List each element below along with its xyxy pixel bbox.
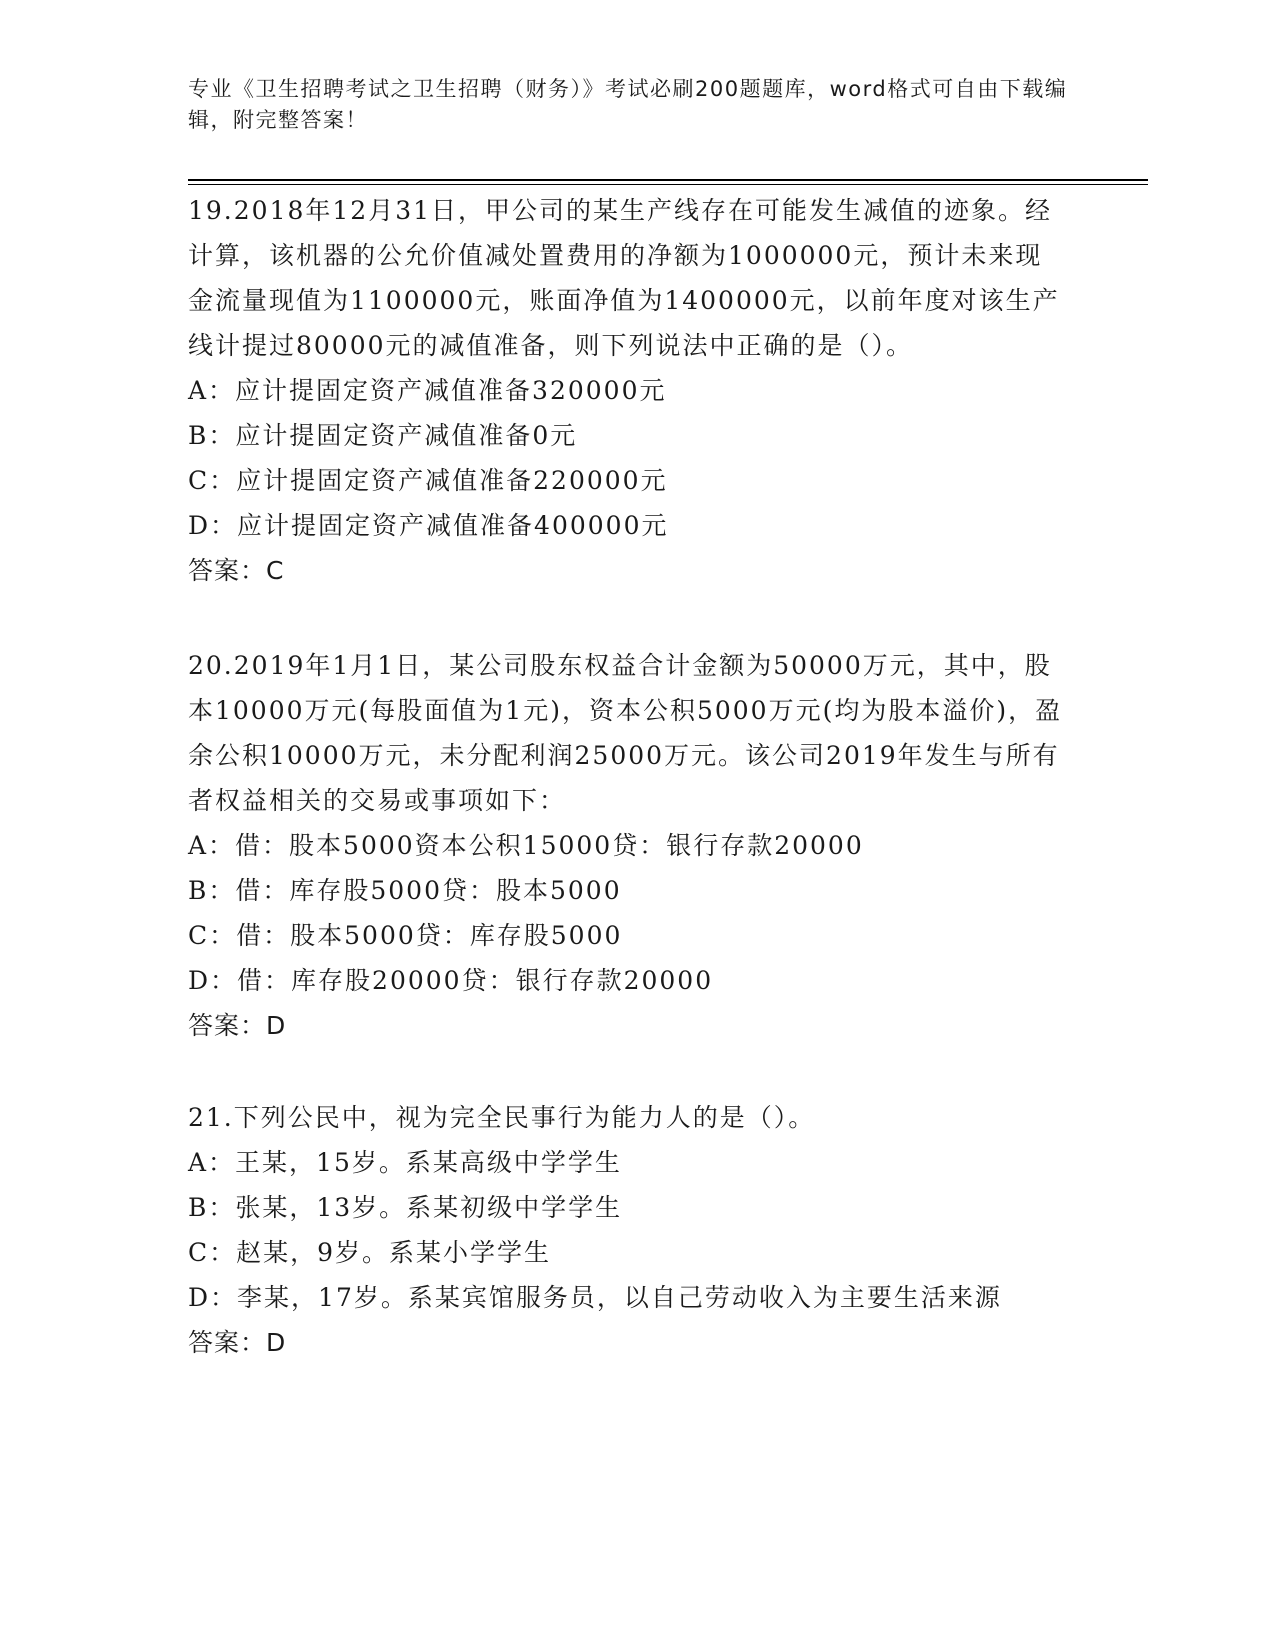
option-a: A：应计提固定资产减值准备320000元 (188, 376, 667, 405)
option-d: D：应计提固定资产减值准备400000元 (188, 511, 669, 540)
header-rule-thick (188, 179, 1148, 181)
question-19 (188, 188, 1068, 593)
answer: 答案：D (188, 1011, 287, 1040)
option-d: D：借：库存股20000贷：银行存款20000 (188, 966, 714, 995)
answer: 答案：D (188, 1328, 287, 1357)
option-c: C：借：股本5000贷：库存股5000 (188, 921, 623, 950)
answer: 答案：C (188, 556, 285, 585)
header-rule-thin (188, 184, 1148, 185)
option-b: B：借：库存股5000贷：股本5000 (188, 876, 622, 905)
option-d: D：李某，17岁。系某宾馆服务员，以自己劳动收入为主要生活来源 (188, 1283, 1002, 1312)
question-stem: 19.2018年12月31日，甲公司的某生产线存在可能发生减值的迹象。经计算，该机器的公允价值减处置费用的净额为1000000元，预计未来现金流量现值为1100000元，账面净值为1400000元，以前年度对该生产线计提过80000元的减值准备，则下列说法中正确的是（）。 (188, 196, 1060, 360)
question-21 (188, 1095, 1068, 1365)
option-a: A：王某，15岁。系某高级中学学生 (188, 1148, 622, 1177)
question-stem: 20.2019年1月1日，某公司股东权益合计金额为50000万元，其中，股本10000万元(每股面值为1元)，资本公积5000万元(均为股本溢价)，盈余公积10000万元，未分配利润25000万元。该公司2019年发生与所有者权益相关的交易或事项如下： (188, 651, 1063, 815)
document-header: 专业《卫生招聘考试之卫生招聘（财务）》考试必刷200题题库，word格式可自由下载编辑，附完整答案！ (188, 77, 1068, 132)
option-a: A：借：股本5000资本公积15000贷：银行存款20000 (188, 831, 864, 860)
option-b: B：应计提固定资产减值准备0元 (188, 421, 578, 450)
option-c: C：应计提固定资产减值准备220000元 (188, 466, 668, 495)
question-20 (188, 643, 1068, 1048)
question-stem: 21.下列公民中，视为完全民事行为能力人的是（）。 (188, 1103, 816, 1132)
option-b: B：张某，13岁。系某初级中学学生 (188, 1193, 623, 1222)
option-c: C：赵某，9岁。系某小学学生 (188, 1238, 552, 1267)
